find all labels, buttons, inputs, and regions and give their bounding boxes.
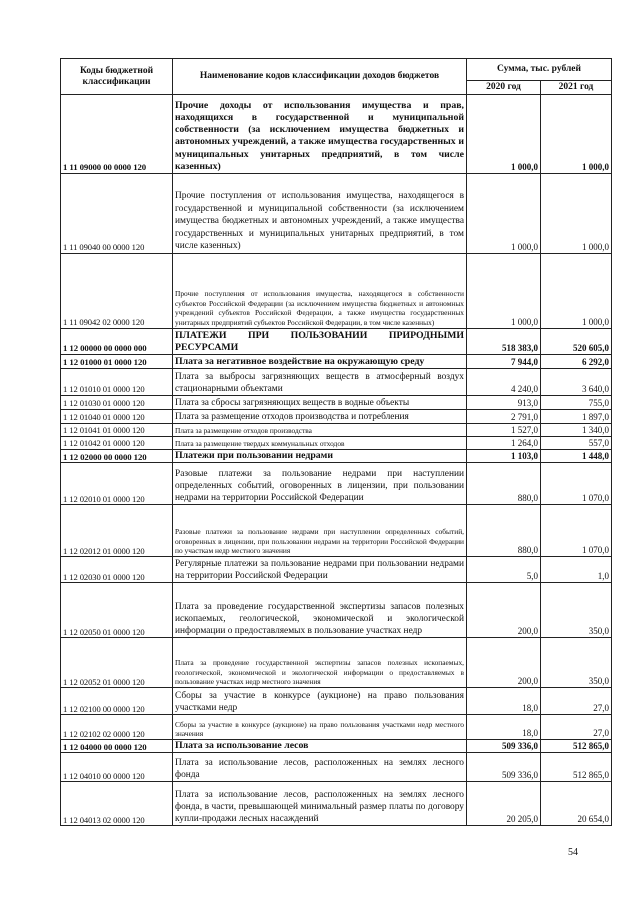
header-sum: Сумма, тыс. рублей: [467, 59, 612, 81]
row-value-2021: 27,0: [541, 715, 612, 740]
row-code: 1 12 02000 00 0000 120: [61, 450, 173, 463]
table-row: [61, 329, 612, 355]
row-code: 1 12 01040 01 0000 120: [61, 410, 173, 424]
row-value-2020: 200,0: [467, 638, 541, 688]
row-name: Разовые платежи за пользование недрами при наступлении определенных событий, оговоренных в лицензии, при пользовании недрами на территории Российской Федерации: [173, 463, 467, 505]
row-code: 1 12 01042 01 0000 120: [61, 437, 173, 450]
row-name: Регулярные платежи за пользование недрами при пользовании недрами на территории Российской Федерации: [173, 557, 467, 583]
table-row: [61, 95, 612, 174]
row-code: 1 12 02100 00 0000 120: [61, 688, 173, 715]
table-row: [61, 369, 612, 396]
row-value-2021: 1 000,0: [541, 174, 612, 254]
row-name: Плата за выбросы загрязняющих веществ в атмосферный воздух стационарными объектами: [173, 369, 467, 396]
row-value-2020: 1 000,0: [467, 174, 541, 254]
header-year-2020: 2020 год: [467, 81, 541, 95]
table-row: [61, 437, 612, 450]
table-row: [61, 505, 612, 557]
row-name: Плата за проведение государственной экспертизы запасов полезных ископаемых, геологической, экономической и экологической информации о предоставляемых в пользование участках недр: [173, 583, 467, 638]
row-code: 1 12 02052 01 0000 120: [61, 638, 173, 688]
table-row: [61, 410, 612, 424]
table-row: [61, 782, 612, 826]
row-name: Плата за сбросы загрязняющих веществ в водные объекты: [173, 396, 467, 410]
row-code: 1 12 04000 00 0000 120: [61, 740, 173, 753]
row-value-2020: 2 791,0: [467, 410, 541, 424]
row-value-2020: 509 336,0: [467, 753, 541, 782]
table-row: [61, 740, 612, 753]
row-value-2021: 512 865,0: [541, 753, 612, 782]
row-code: 1 12 01000 01 0000 120: [61, 355, 173, 369]
row-value-2020: 518 383,0: [467, 329, 541, 355]
table-row: [61, 583, 612, 638]
row-value-2021: 3 640,0: [541, 369, 612, 396]
row-value-2021: 1 340,0: [541, 424, 612, 437]
table-row: [61, 254, 612, 329]
row-value-2020: 1 527,0: [467, 424, 541, 437]
row-value-2020: 7 944,0: [467, 355, 541, 369]
row-name: ПЛАТЕЖИ ПРИ ПОЛЬЗОВАНИИ ПРИРОДНЫМИ РЕСУРСАМИ: [173, 329, 467, 355]
row-code: 1 12 01030 01 0000 120: [61, 396, 173, 410]
row-value-2021: 1 000,0: [541, 95, 612, 174]
budget-revenue-table: [60, 58, 612, 826]
row-value-2021: 1 448,0: [541, 450, 612, 463]
table-row: [61, 638, 612, 688]
row-value-2020: 880,0: [467, 463, 541, 505]
row-name: Прочие поступления от использования имущества, находящегося в собственности субъектов Российской Федерации (за исключением имущества бюджетных и автономных учреждений субъектов Российской Федерации, а также имущества государственных унитарных предприятий субъектов Российской Федерации, в том числе казенных): [173, 254, 467, 329]
row-name: Плата за негативное воздействие на окружающую среду: [173, 355, 467, 369]
row-value-2021: 512 865,0: [541, 740, 612, 753]
table-row: [61, 424, 612, 437]
table-row: [61, 463, 612, 505]
table-row: [61, 557, 612, 583]
header-year-2021: 2021 год: [541, 81, 612, 95]
row-code: 1 12 02010 01 0000 120: [61, 463, 173, 505]
row-value-2020: 20 205,0: [467, 782, 541, 826]
row-value-2021: 350,0: [541, 583, 612, 638]
row-code: 1 12 00000 00 0000 000: [61, 329, 173, 355]
row-value-2021: 20 654,0: [541, 782, 612, 826]
row-value-2020: 1 000,0: [467, 254, 541, 329]
row-value-2020: 1 103,0: [467, 450, 541, 463]
table-row: [61, 688, 612, 715]
row-code: 1 12 02050 01 0000 120: [61, 583, 173, 638]
row-name: Плата за размещение отходов производства: [173, 424, 467, 437]
row-name: Сборы за участие в конкурсе (аукционе) на право пользования участками недр местного значения: [173, 715, 467, 740]
table-row: [61, 355, 612, 369]
row-code: 1 11 09042 02 0000 120: [61, 254, 173, 329]
row-value-2020: 18,0: [467, 688, 541, 715]
row-name: Платежи при пользовании недрами: [173, 450, 467, 463]
row-name: Плата за использование лесов, расположенных на землях лесного фонда, в части, превышающей минимальный размер платы по договору купли-продажи лесных насаждений: [173, 782, 467, 826]
row-code: 1 12 04013 02 0000 120: [61, 782, 173, 826]
row-value-2021: 6 292,0: [541, 355, 612, 369]
row-code: 1 11 09000 00 0000 120: [61, 95, 173, 174]
row-value-2021: 1,0: [541, 557, 612, 583]
row-value-2020: 1 264,0: [467, 437, 541, 450]
row-value-2021: 520 605,0: [541, 329, 612, 355]
row-value-2020: 18,0: [467, 715, 541, 740]
row-value-2020: 4 240,0: [467, 369, 541, 396]
row-value-2021: 27,0: [541, 688, 612, 715]
table-row: [61, 450, 612, 463]
row-value-2020: 1 000,0: [467, 95, 541, 174]
row-code: 1 12 02030 01 0000 120: [61, 557, 173, 583]
row-value-2020: 509 336,0: [467, 740, 541, 753]
row-value-2021: 350,0: [541, 638, 612, 688]
row-code: 1 12 02012 01 0000 120: [61, 505, 173, 557]
row-name: Разовые платежи за пользование недрами при наступлении определенных событий, оговоренных в лицензии, при пользовании недрами на территории Российской Федерации по участкам недр местного значения: [173, 505, 467, 557]
table-row: [61, 396, 612, 410]
row-value-2020: 5,0: [467, 557, 541, 583]
row-value-2021: 1 897,0: [541, 410, 612, 424]
header-name: Наименование кодов классификации доходов бюджетов: [173, 59, 467, 95]
table-row: [61, 753, 612, 782]
row-value-2020: 913,0: [467, 396, 541, 410]
row-code: 1 11 09040 00 0000 120: [61, 174, 173, 254]
row-value-2021: 1 000,0: [541, 254, 612, 329]
row-name: Плата за использование лесов, расположенных на землях лесного фонда: [173, 753, 467, 782]
row-value-2021: 557,0: [541, 437, 612, 450]
row-code: 1 12 01041 01 0000 120: [61, 424, 173, 437]
table-row: [61, 715, 612, 740]
row-value-2021: 1 070,0: [541, 505, 612, 557]
row-name: Плата за использование лесов: [173, 740, 467, 753]
header-codes: Коды бюджетной классификации: [61, 59, 173, 95]
row-value-2021: 755,0: [541, 396, 612, 410]
row-name: Сборы за участие в конкурсе (аукционе) на право пользования участками недр: [173, 688, 467, 715]
row-code: 1 12 02102 02 0000 120: [61, 715, 173, 740]
page-number: 54: [568, 847, 578, 858]
row-name: Плата за проведение государственной экспертизы запасов полезных ископаемых, геологической, экономической и экологической информации о предоставляемых в пользование участках недр местного значения: [173, 638, 467, 688]
row-code: 1 12 04010 00 0000 120: [61, 753, 173, 782]
row-name: Плата за размещение отходов производства и потребления: [173, 410, 467, 424]
row-name: Прочие поступления от использования имущества, находящегося в государственной и муниципальной собственности (за исключением имущества бюджетных и автономных учреждений, а также имущества государственных и муниципальных унитарных предприятий, в том числе казенных): [173, 174, 467, 254]
row-name: Плата за размещение твердых коммунальных отходов: [173, 437, 467, 450]
table-row: [61, 174, 612, 254]
row-value-2020: 200,0: [467, 583, 541, 638]
row-code: 1 12 01010 01 0000 120: [61, 369, 173, 396]
row-value-2021: 1 070,0: [541, 463, 612, 505]
row-value-2020: 880,0: [467, 505, 541, 557]
row-name: Прочие доходы от использования имущества и прав, находящихся в государственной и муниципальной собственности (за исключением имущества бюджетных и автономных учреждений, а также имущества государственных и муниципальных унитарных предприятий, в том числе казенных): [173, 95, 467, 174]
